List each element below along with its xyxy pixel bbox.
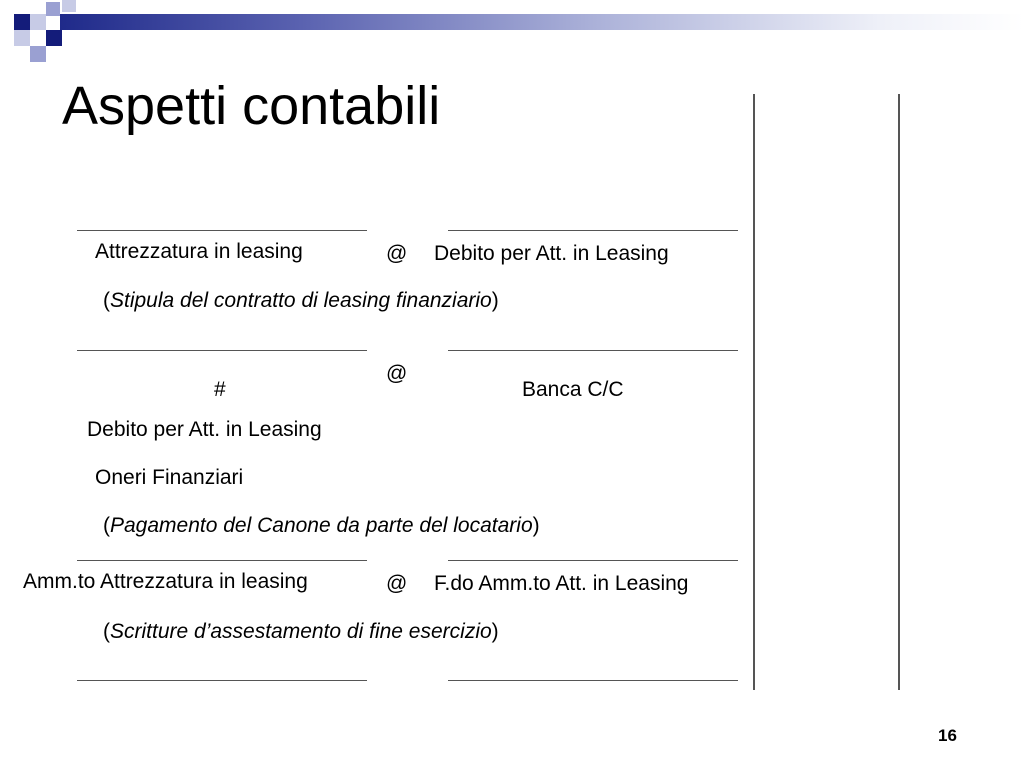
at-symbol: @ <box>386 242 408 265</box>
journal-rule <box>448 560 738 561</box>
journal-rule <box>448 680 738 681</box>
header-square <box>46 30 62 46</box>
journal-rule <box>448 230 738 231</box>
entry-description-text: Scritture d’assestamento di fine esercizio <box>110 620 492 643</box>
journal-rule <box>77 350 367 351</box>
header-square <box>30 14 46 30</box>
header-gradient-bar <box>60 14 1024 30</box>
header-square <box>14 30 30 46</box>
debit-account: Attrezzatura in leasing <box>95 240 303 263</box>
header-square <box>14 14 30 30</box>
journal-rule <box>77 560 367 561</box>
header-square <box>30 46 46 62</box>
header-square <box>62 0 76 12</box>
debit-account: Amm.to Attrezzatura in leasing <box>23 570 308 593</box>
entry-description-text: Stipula del contratto di leasing finanziario <box>110 289 492 312</box>
entry-description-text: Pagamento del Canone da parte del locatario <box>110 514 533 537</box>
entry-description: (Stipula del contratto di leasing finanziario) <box>103 289 499 312</box>
debit-account: Oneri Finanziari <box>95 466 244 489</box>
journal-rule <box>448 350 738 351</box>
debit-account: Debito per Att. in Leasing <box>87 418 322 441</box>
entry-description: (Pagamento del Canone da parte del locatario) <box>103 514 540 537</box>
entry-description: (Scritture d’assestamento di fine esercizio) <box>103 620 499 643</box>
header-square <box>46 2 60 16</box>
journal-rule <box>77 680 367 681</box>
at-symbol: @ <box>386 362 408 385</box>
journal-rule <box>77 230 367 231</box>
credit-account: Banca C/C <box>522 378 624 401</box>
credit-account: Debito per Att. in Leasing <box>434 242 669 265</box>
page-number: 16 <box>938 726 957 745</box>
debit-marker: # <box>214 378 226 401</box>
at-symbol: @ <box>386 572 408 595</box>
vertical-rule <box>898 94 900 690</box>
vertical-rule <box>753 94 755 690</box>
credit-account: F.do Amm.to Att. in Leasing <box>434 572 689 595</box>
slide-title: Aspetti contabili <box>62 76 441 136</box>
